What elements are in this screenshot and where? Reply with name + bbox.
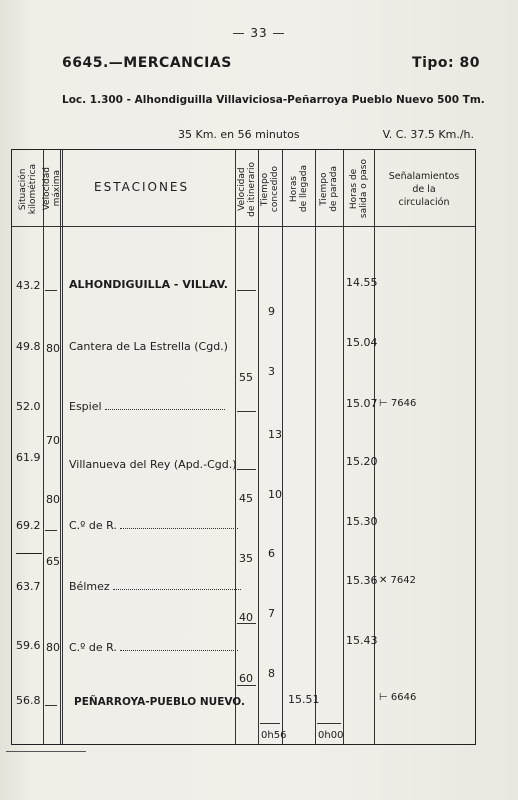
velocidad-itinerario: 55 <box>239 371 253 384</box>
departure-time: 15.20 <box>346 455 378 468</box>
dash <box>237 623 256 624</box>
velocidad-itinerario: 60 <box>239 672 253 685</box>
header-tiempo-parada: Tiempo de parada <box>319 166 339 212</box>
col-divider <box>374 150 375 744</box>
col-divider <box>60 150 63 744</box>
station-name: ALHONDIGUILLA - VILLAV. <box>69 278 228 291</box>
train-title: 6645.—MERCANCIAS <box>62 55 232 71</box>
station-name: C.º de R. <box>69 641 238 654</box>
station-name: C.º de R. <box>69 519 238 532</box>
departure-time: 15.36 <box>346 574 378 587</box>
velocidad-maxima: 70 <box>46 434 60 447</box>
km-value: 49.8 <box>16 340 41 353</box>
signal-crossing: ✕ 7642 <box>379 575 417 586</box>
page-number: — 33 — <box>232 26 286 40</box>
col-divider <box>282 150 283 744</box>
tiempo-concedido: 10 <box>268 488 282 501</box>
dash <box>237 290 256 291</box>
header-velocidad-itinerario: Velocidad de itinerario <box>236 161 257 217</box>
timetable-table <box>11 149 476 745</box>
km-value: 43.2 <box>16 279 41 292</box>
commercial-speed: V. C. 37.5 Km./h. <box>382 128 474 141</box>
departure-time: 15.04 <box>346 336 378 349</box>
header-tiempo-concedido: Tiempo concedido <box>260 165 280 213</box>
col-divider <box>43 150 44 744</box>
km-value: 52.0 <box>16 400 41 413</box>
train-type: Tipo: 80 <box>412 55 480 71</box>
tiempo-concedido: 7 <box>268 607 275 620</box>
tiempo-concedido: 6 <box>268 547 275 560</box>
dash <box>45 290 57 291</box>
header-horas-salida: Horas de salida o paso <box>348 159 369 219</box>
velocidad-itinerario: 45 <box>239 492 253 505</box>
km-value: 59.6 <box>16 639 41 652</box>
departure-time: 15.30 <box>346 515 378 528</box>
tiempo-concedido: 13 <box>268 428 282 441</box>
arrival-time: 15.51 <box>288 693 320 706</box>
total-tiempo-concedido: 0h56 <box>261 730 287 741</box>
tiempo-concedido: 9 <box>268 305 275 318</box>
station-name: Villanueva del Rey (Apd.-Cgd.) <box>69 458 237 471</box>
departure-time: 15.07 <box>346 397 378 410</box>
dash <box>237 685 256 686</box>
header-situacion: Situación kilométrica <box>17 163 38 215</box>
station-name: Espiel <box>69 400 225 413</box>
signal-crossing: ⊢ 6646 <box>379 692 417 703</box>
locomotive-line: Loc. 1.300 - Alhondiguilla Villaviciosa-Peñarroya Pueblo Nuevo 500 Tm. <box>62 94 485 106</box>
dash <box>237 469 256 470</box>
header-horas-llegada: Horas de llegada <box>288 165 309 213</box>
col-divider <box>235 150 236 744</box>
velocidad-maxima: 80 <box>46 342 60 355</box>
col-divider <box>258 150 259 744</box>
km-value: 61.9 <box>16 451 41 464</box>
header-estaciones: ESTACIONES <box>94 180 190 194</box>
total-tiempo-parada: 0h00 <box>318 730 344 741</box>
velocidad-maxima: 65 <box>46 555 60 568</box>
dash <box>45 530 57 531</box>
velocidad-maxima: 80 <box>46 493 60 506</box>
station-name: Bélmez <box>69 580 241 593</box>
header-velocidad-maxima: Velocidad máxima <box>42 167 62 211</box>
km-value: 69.2 <box>16 519 41 532</box>
km-value: 63.7 <box>16 580 41 593</box>
signal-crossing: ⊢ 7646 <box>379 398 417 409</box>
dash <box>237 411 256 412</box>
velocidad-itinerario: 40 <box>239 611 253 624</box>
tiempo-concedido: 8 <box>268 667 275 680</box>
km-value: 56.8 <box>16 694 41 707</box>
header-divider <box>12 226 475 227</box>
station-name: PEÑARROYA-PUEBLO NUEVO. <box>74 696 245 708</box>
col-divider <box>315 150 316 744</box>
velocidad-maxima: 80 <box>46 641 60 654</box>
dash <box>45 705 57 706</box>
departure-time: 15.43 <box>346 634 378 647</box>
km-break-line <box>16 553 42 554</box>
col-divider <box>343 150 344 744</box>
distance-time: 35 Km. en 56 minutos <box>178 128 300 141</box>
velocidad-itinerario: 35 <box>239 552 253 565</box>
header-senalamientos: Señalamientos de la circulación <box>388 171 460 208</box>
departure-time: 14.55 <box>346 276 378 289</box>
total-rule <box>317 723 341 724</box>
total-rule <box>260 723 280 724</box>
station-name: Cantera de La Estrella (Cgd.) <box>69 340 228 353</box>
bottom-rule <box>6 751 86 752</box>
tiempo-concedido: 3 <box>268 365 275 378</box>
